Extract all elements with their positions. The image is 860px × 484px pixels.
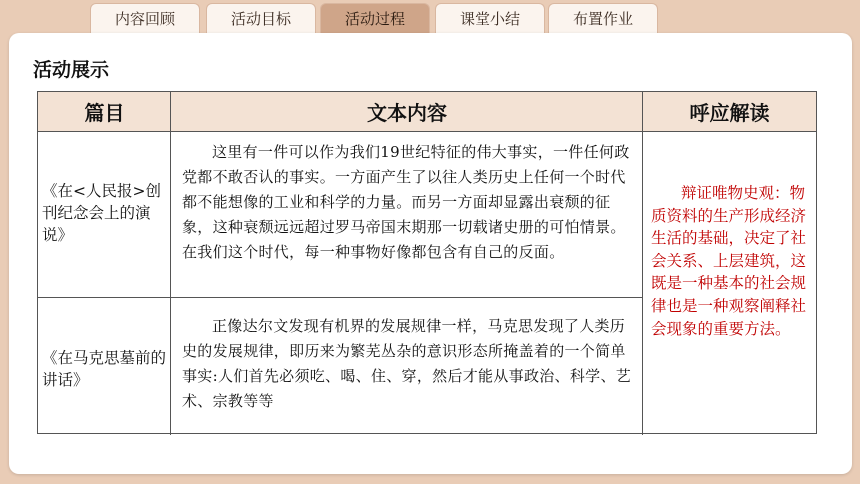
header-text-column: 文本内容 [171, 92, 643, 132]
row-title-people-paper: 《在<人民报>创刊纪念会上的演说》 [42, 182, 161, 244]
header-interpretation-column: 呼应解读 [643, 92, 816, 132]
tab-content-review[interactable]: 内容回顾 [90, 3, 200, 33]
divider [38, 297, 642, 298]
section-title: 活动展示 [33, 59, 110, 81]
header-title-column: 篇目 [38, 92, 171, 132]
row-text-grave-speech: 正像达尔文发现有机界的发展规律一样，马克思发现了人类历史的发展规律，即历来为繁芜丛杂的意识形态所掩盖着的一个简单事实:人们首先必须吃、喝、住、穿，然后才能从事政治、科学、艺术、宗教等等 [182, 317, 632, 410]
divider [170, 92, 171, 435]
tab-homework[interactable]: 布置作业 [548, 3, 658, 33]
content-card [9, 33, 852, 474]
tab-activity-process[interactable]: 活动过程 [320, 3, 430, 33]
tab-activity-goals[interactable]: 活动目标 [206, 3, 316, 33]
divider [642, 92, 643, 435]
row-title-grave-speech: 《在马克思墓前的讲话》 [42, 349, 167, 389]
row-text-people-paper: 这里有一件可以作为我们19世纪特征的伟大事实，一件任何政党都不敢否认的事实。一方面产生了以往人类历史上任何一个时代都不能想像的工业和科学的力量。而另一方面却显露出衰颓的征象，这种衰颓远远超过罗马帝国末期那一切载诸史册的可怕情景。在我们这个时代，每一种事物好像都包含有自己的反面。 [182, 143, 630, 261]
activity-table [37, 91, 817, 434]
tab-class-summary[interactable]: 课堂小结 [435, 3, 545, 33]
interpretation-text: 辩证唯物史观：物质资料的生产形成经济生活的基础，决定了社会关系、上层建筑，这既是一种基本的社会规律也是一种观察阐释社会现象的重要方法。 [651, 184, 807, 338]
